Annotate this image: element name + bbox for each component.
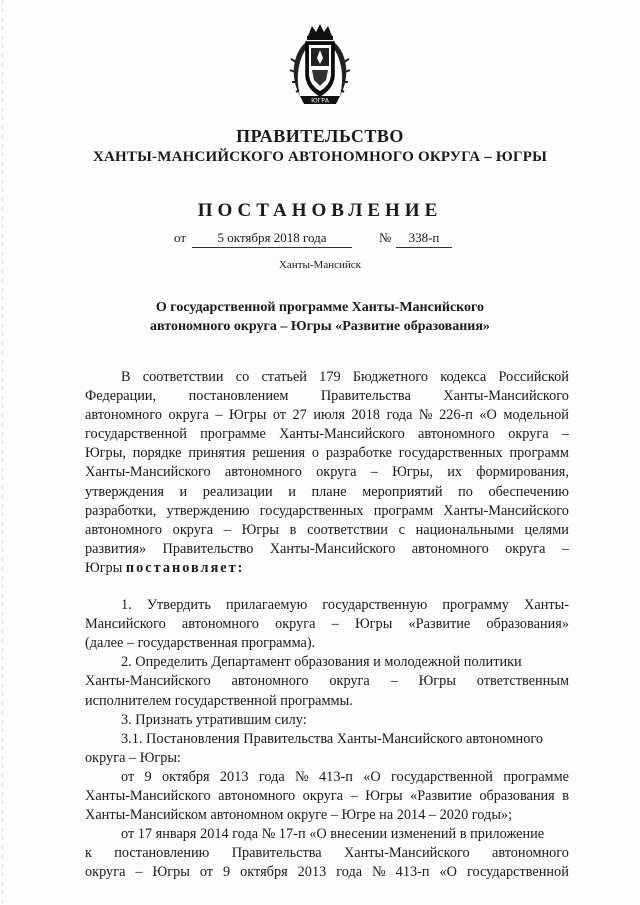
word: их xyxy=(447,464,463,481)
word: от xyxy=(272,407,287,424)
text-line xyxy=(85,540,569,559)
text-line: исполнителем государственной программы. xyxy=(85,692,353,709)
text-line: от 17 января 2014 года № 17-п «О внесении изменений в приложение xyxy=(121,826,545,843)
text-line: 3. Признать утратившим силу: xyxy=(121,711,307,728)
word: автономного xyxy=(491,845,569,862)
word: статьей xyxy=(261,369,307,385)
word: и xyxy=(179,483,188,500)
word: Мансийского xyxy=(85,616,166,633)
word: – xyxy=(215,407,223,424)
word: Югры xyxy=(418,673,456,690)
word: 9 xyxy=(223,864,231,881)
text-line xyxy=(85,863,569,882)
word: округа xyxy=(172,521,214,538)
word: кодекса xyxy=(440,369,487,385)
paragraph-ref-2 xyxy=(85,844,569,882)
text-line xyxy=(85,406,569,425)
word: с xyxy=(398,521,405,538)
word: разработки, xyxy=(85,502,157,519)
word: государственной xyxy=(466,864,569,881)
word: Югры xyxy=(241,521,279,538)
word: года xyxy=(336,864,363,881)
document-type: ПОСТАНОВЛЕНИЕ xyxy=(197,200,443,221)
word: – xyxy=(370,464,378,481)
word: государственных xyxy=(259,502,364,519)
word: прилагаемую xyxy=(225,597,308,614)
word: октября xyxy=(240,864,288,881)
word: № xyxy=(372,864,386,881)
text-line xyxy=(85,387,569,406)
word: – xyxy=(390,673,398,690)
word: автономного xyxy=(181,616,259,633)
word: Югры xyxy=(365,787,403,804)
word: государственной xyxy=(85,426,187,443)
word: округа xyxy=(508,426,549,443)
word: Ханты-Мансийского xyxy=(443,502,569,519)
word: и xyxy=(288,483,296,500)
text-line xyxy=(85,502,569,521)
date-number-line xyxy=(174,230,474,248)
word: государственную xyxy=(322,597,428,614)
word: 2013 xyxy=(297,864,327,881)
text-line: 3.1. Постановления Правительства Ханты-Мансийского автономного xyxy=(121,730,544,747)
word: государственной xyxy=(391,768,493,785)
word: Российской xyxy=(498,369,569,385)
subject-line: автономного округа – Югры «Развитие образования» xyxy=(150,319,490,334)
word: года xyxy=(258,768,285,785)
word: октября xyxy=(162,768,210,785)
word: округа xyxy=(302,787,344,804)
word: Ханты-Мансийского xyxy=(279,426,405,443)
word: округа xyxy=(275,616,316,633)
paragraph-preamble xyxy=(85,368,569,559)
word: июля xyxy=(313,407,345,424)
word: от xyxy=(121,768,135,785)
word: Правительства xyxy=(320,388,411,405)
word: к xyxy=(85,845,92,862)
text-line: Югры постановляет: xyxy=(85,559,569,578)
text-line xyxy=(85,615,569,634)
word: мероприятий xyxy=(362,483,443,500)
word: Югры xyxy=(152,864,190,881)
word: 2013 xyxy=(219,768,249,785)
word: «Развитие xyxy=(410,787,472,804)
text-line xyxy=(85,768,569,787)
text-line xyxy=(85,463,569,482)
word: по xyxy=(458,483,473,500)
subject-line: О государственной программе Ханты-Мансийского xyxy=(155,300,485,315)
word: о xyxy=(311,445,320,462)
word: решения xyxy=(252,445,306,462)
word: формирования, xyxy=(476,464,569,481)
word: плане xyxy=(311,483,347,500)
word: утверждения xyxy=(85,483,164,500)
word: Югры, xyxy=(85,445,126,462)
word: округа xyxy=(329,673,370,690)
word: целями xyxy=(524,521,569,538)
word: Правительства xyxy=(231,845,322,862)
date-prefix: от xyxy=(174,230,187,245)
word: Федерации, xyxy=(85,388,157,405)
paragraph-item-2 xyxy=(85,672,569,691)
word: – xyxy=(331,616,339,633)
resolves-word: постановляет: xyxy=(125,559,245,576)
paragraph-item-1 xyxy=(85,596,569,634)
word: постановлением xyxy=(188,388,289,405)
word: Ханты- xyxy=(524,597,569,614)
text-line: 2. Определить Департамент образования и молодежной политики xyxy=(121,654,522,671)
word: реализации xyxy=(202,483,273,500)
word: 226-п xyxy=(439,407,473,424)
word: – xyxy=(223,521,231,538)
word: соответствии xyxy=(142,369,224,385)
word: автономного xyxy=(218,787,296,804)
text-line xyxy=(85,483,569,502)
government-title: ПРАВИТЕЛЬСТВО xyxy=(236,126,404,146)
word: автономного xyxy=(411,540,489,557)
word: В xyxy=(121,369,131,385)
word: Правительство xyxy=(162,540,254,557)
word: округа xyxy=(505,540,546,557)
word: 1. xyxy=(121,597,132,614)
word: – xyxy=(561,426,569,443)
word: «О xyxy=(479,407,497,424)
word: ответственным xyxy=(476,673,569,690)
word: в xyxy=(289,521,297,538)
word: программ xyxy=(509,445,569,462)
word: образования xyxy=(479,787,555,804)
word: утверждению xyxy=(166,502,250,519)
word: Югры, xyxy=(392,464,433,481)
document-number: 338-п xyxy=(396,230,452,248)
region-title: ХАНТЫ-МАНСИЙСКОГО АВТОНОМНОГО ОКРУГА – ЮГРЫ xyxy=(92,149,547,165)
word: государственных xyxy=(398,445,503,462)
text-line xyxy=(85,444,569,463)
word: соответствии xyxy=(307,521,388,538)
word: «О xyxy=(439,864,457,881)
word: Ханты-Мансийского xyxy=(85,787,211,804)
word: обеспечению xyxy=(488,483,569,500)
word: округа xyxy=(168,407,209,424)
word: 413-п xyxy=(319,768,353,785)
word: автономного xyxy=(85,407,162,424)
city: Ханты-Мансийск xyxy=(278,259,361,271)
word: от xyxy=(199,864,214,881)
word: автономного xyxy=(224,464,302,481)
word: № xyxy=(295,768,309,785)
word: № xyxy=(418,407,433,424)
text-line xyxy=(85,521,569,540)
svg-text:ЮГРА: ЮГРА xyxy=(311,97,329,105)
word: развития» xyxy=(85,540,147,557)
paragraph-ref-1 xyxy=(85,768,569,806)
word: – xyxy=(561,540,569,557)
word: «О xyxy=(363,768,381,785)
number-sign: № xyxy=(379,230,392,245)
word: программе xyxy=(200,426,266,443)
word: Ханты-Мансийского xyxy=(343,845,470,862)
coat-of-arms-icon xyxy=(286,22,354,114)
word: – xyxy=(350,787,358,804)
word: разработке xyxy=(325,445,392,462)
text-line xyxy=(85,425,569,444)
word: 413-п xyxy=(395,864,430,881)
text-line xyxy=(85,787,569,806)
word: 2018 xyxy=(351,407,381,424)
word: Югры xyxy=(354,616,393,633)
document-subject xyxy=(100,298,540,336)
text-line xyxy=(85,596,569,615)
word: Ханты-Мансийского xyxy=(269,540,396,557)
word: автономного xyxy=(231,673,309,690)
word: 27 xyxy=(292,407,307,424)
word: со xyxy=(235,369,250,385)
word: Утвердить xyxy=(146,597,211,614)
word: 9 xyxy=(144,768,152,785)
document-date: 5 октября 2018 года xyxy=(192,230,352,248)
word: принятия xyxy=(188,445,246,462)
word: Бюджетного xyxy=(352,369,429,385)
word: в xyxy=(562,787,569,804)
word: Ханты-Мансийского xyxy=(443,388,569,405)
word: Ханты-Мансийского xyxy=(85,464,211,481)
word: образования» xyxy=(486,616,569,633)
word: 179 xyxy=(319,369,341,385)
word: «Развитие xyxy=(408,616,471,633)
text-line xyxy=(85,368,569,387)
word: округа xyxy=(85,864,126,881)
word: постановлению xyxy=(114,845,210,862)
word: автономного xyxy=(85,521,162,538)
text-line xyxy=(85,672,569,691)
word: года xyxy=(386,407,413,424)
text-line: (далее – государственная программа). xyxy=(85,635,316,652)
document-body xyxy=(85,368,569,882)
word: автономного xyxy=(417,426,495,443)
word: программ xyxy=(373,502,434,519)
word: Югры xyxy=(229,407,267,424)
word: – xyxy=(135,864,143,881)
text-line: округа – Югры: xyxy=(85,749,181,766)
text-line: Ханты-Мансийском автономном округе – Югре на 2014 – 2020 годы»; xyxy=(85,807,513,824)
word: программе xyxy=(503,768,569,785)
word: программу xyxy=(442,597,509,614)
text-line xyxy=(85,844,569,863)
word: округа xyxy=(316,464,357,481)
word: Ханты-Мансийского xyxy=(85,673,211,690)
word: модельной xyxy=(503,407,569,424)
word: порядке xyxy=(132,445,182,462)
word: национальными xyxy=(415,521,514,538)
